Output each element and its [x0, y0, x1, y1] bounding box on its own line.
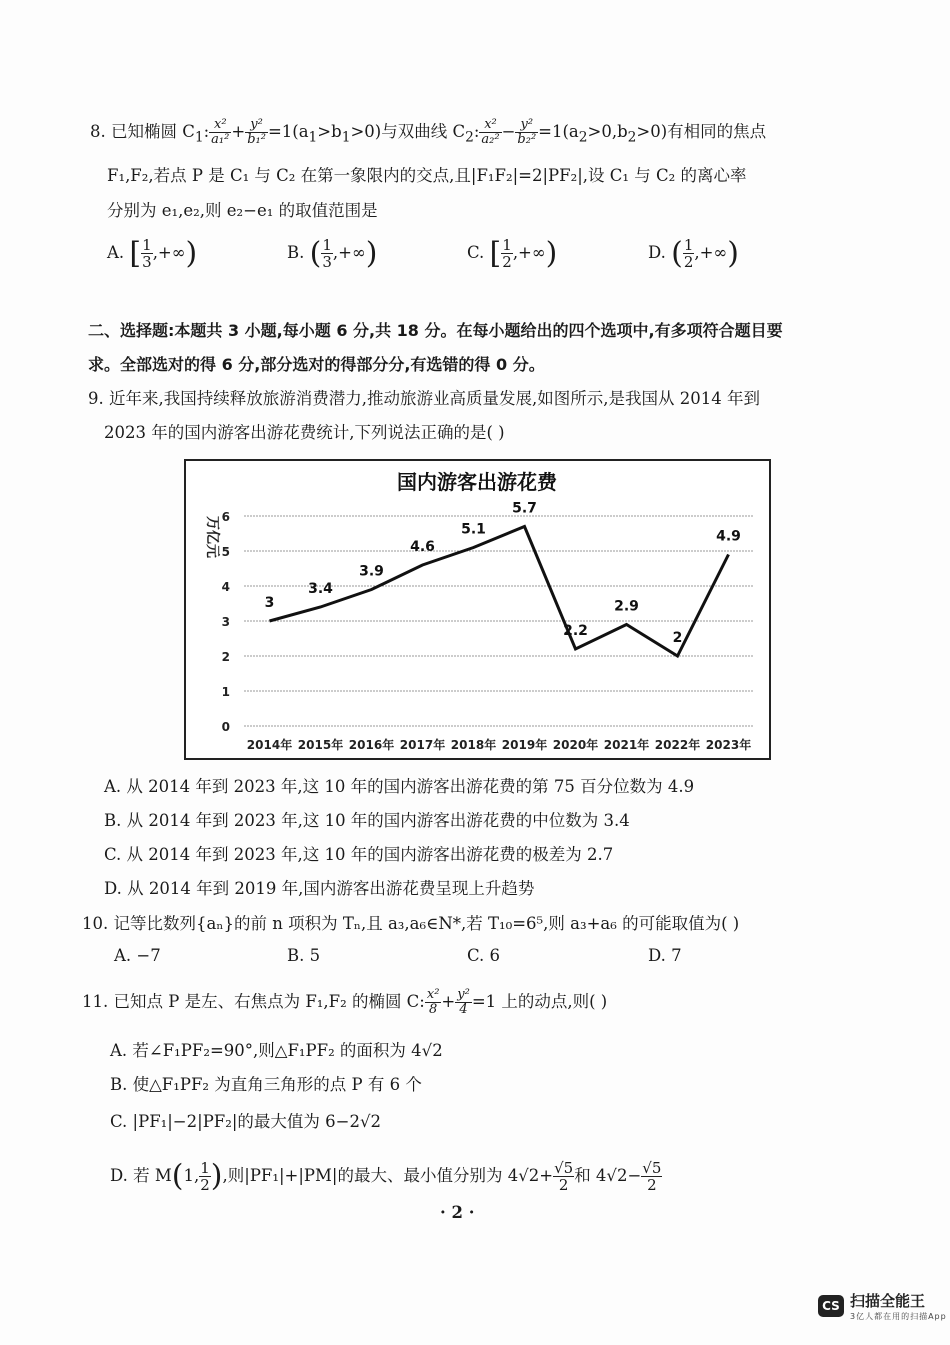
data-label: 3: [264, 595, 275, 611]
data-label: 5.1: [461, 521, 486, 538]
q10-option-a: A. −7: [114, 946, 161, 965]
option-label: C.: [467, 243, 485, 262]
q10-option-d: D. 7: [648, 946, 682, 965]
fraction: $\frac{\text{x²}}{\text{a₁²}}$: [211, 117, 230, 147]
den: 2: [200, 1176, 210, 1194]
fraction: [553, 1160, 574, 1193]
q8-text: =1(a: [538, 122, 579, 141]
fraction: [641, 1160, 662, 1193]
y-axis-label: 万亿元: [204, 516, 220, 558]
data-label: 4.9: [716, 528, 741, 545]
fraction: $\frac{\text{y²}}{\text{b₂²}}$: [517, 117, 537, 147]
q11-option-d: [110, 1160, 662, 1193]
q11-text: 1,: [183, 1166, 200, 1185]
den: 8: [429, 1002, 438, 1017]
page-number: · 2 ·: [440, 1203, 475, 1222]
x-tick-label: 2022年: [654, 738, 701, 752]
option-label: A.: [107, 243, 125, 262]
y-tick-label: 4: [221, 580, 230, 594]
section2-line2: 求。全部选对的得 6 分,部分选对的得部分分,有选错的得 0 分。: [88, 355, 545, 374]
bracket: ): [365, 236, 378, 271]
q9-line1: 9. 近年来,我国持续释放旅游消费潜力,推动旅游业高质量发展,如图所示,是我国从 2014 年到: [88, 389, 760, 408]
plus: +: [441, 992, 456, 1011]
q9-option-b: B. 从 2014 年到 2023 年,这 10 年的国内游客出游花费的中位数为 3.4: [104, 811, 630, 830]
line-chart: [186, 461, 769, 758]
q11-text: D. 若 M: [110, 1166, 172, 1185]
q8-line1: 8. 已知椭圆 $C_1$: $\frac{\text{x²}}{\text{a₁²}}$ + $\frac{\text{y²}}{\text{b₁²}}$ $=1(a_1>b_1>0)$与双曲线 $C_2$: $\frac{\text{x²}}{\text{a₂²}}$ − $\frac{\text{y²}}{\text{b₂²}}$ $=1(a_2>0,b_2>0)$有相同的焦点: [90, 117, 767, 147]
fraction: [321, 237, 333, 270]
y-tick-label: 3: [221, 615, 230, 629]
y-tick-label: 6: [221, 510, 230, 524]
num: 1: [200, 1159, 210, 1177]
q8-option-c: [467, 236, 557, 271]
watermark-subtitle: 3亿人都在用的扫描App: [850, 1312, 947, 1321]
x-tick-label: 2023年: [705, 738, 752, 752]
bracket: ): [210, 1158, 223, 1194]
q9-option-a: A. 从 2014 年到 2023 年,这 10 年的国内游客出游花费的第 75 百分位数为 4.9: [104, 777, 695, 796]
den: 2: [683, 253, 694, 271]
fraction: [141, 237, 153, 270]
fraction: [199, 1160, 211, 1193]
q8-line3: 分别为 e₁,e₂,则 e₂−e₁ 的取值范围是: [107, 201, 378, 220]
x-tick-label: 2017年: [399, 738, 446, 752]
y-tick-label: 2: [221, 650, 230, 664]
bracket: (: [171, 1158, 184, 1194]
q8-text: >b: [317, 122, 342, 141]
q11-option-c: C. |PF₁|−2|PF₂|的最大值为 6−2√2: [110, 1112, 381, 1131]
num: 1: [683, 236, 694, 254]
watermark-title: 扫描全能王: [850, 1292, 926, 1310]
chart-title: 国内游客出游花费: [397, 470, 557, 494]
q11-option-a: A. 若∠F₁PF₂=90°,则△F₁PF₂ 的面积为 4√2: [110, 1041, 443, 1060]
fraction: [683, 237, 695, 270]
num: 1: [322, 236, 332, 254]
q11-text: ,则|PF₁|+|PM|的最大、最小值分别为 4√2+: [222, 1166, 554, 1185]
bracket: (: [671, 236, 683, 271]
q8-text: 8. 已知椭圆 C: [90, 122, 195, 141]
data-label: 3.4: [308, 581, 333, 597]
fraction: [425, 988, 442, 1017]
fraction: [455, 988, 472, 1017]
x-tick-label: 2020年: [552, 738, 599, 752]
q11-option-b: B. 使△F₁PF₂ 为直角三角形的点 P 有 6 个: [110, 1075, 422, 1094]
data-label: 2.2: [563, 623, 588, 639]
den: 4: [459, 1002, 468, 1017]
y-tick-label: 1: [221, 685, 230, 699]
bracket: ): [727, 236, 739, 271]
x-tick-label: 2021年: [603, 738, 650, 752]
q10-line: 10. 记等比数列{aₙ}的前 n 项积为 Tₙ,且 a₃,a₆∈N*,若 T₁₀=6⁵,则 a₃+a₆ 的可能取值为( ): [82, 914, 740, 933]
option-label: B.: [287, 243, 305, 262]
option-label: D.: [648, 243, 666, 262]
q10-option-c: C. 6: [467, 946, 501, 965]
option-rest: ,+∞: [332, 243, 366, 262]
q9-line2: 2023 年的国内游客出游花费统计,下列说法正确的是( ): [104, 423, 505, 442]
den: 2: [647, 1176, 657, 1194]
cs-logo-icon: CS: [818, 1295, 844, 1317]
q9-option-d: D. 从 2014 年到 2019 年,国内游客出游花费呈现上升趋势: [104, 879, 535, 898]
fraction: $\frac{\text{y²}}{\text{b₁²}}$: [247, 117, 266, 147]
scanner-watermark: [818, 1290, 947, 1322]
option-rest: ,+∞: [152, 243, 186, 262]
den: 3: [322, 253, 332, 271]
bracket: ): [545, 236, 558, 271]
data-label: 3.9: [359, 563, 384, 580]
q8-option-a: [107, 236, 197, 271]
q8-line2: F₁,F₂,若点 P 是 C₁ 与 C₂ 在第一象限内的交点,且|F₁F₂|=2|PF₂|,设 C₁ 与 C₂ 的离心率: [107, 166, 747, 185]
den: 3: [142, 253, 152, 271]
num: √5: [554, 1159, 574, 1177]
option-rest: ,+∞: [694, 243, 728, 262]
x-tick-label: 2016年: [348, 738, 395, 752]
q11-text: =1 上的动点,则( ): [471, 992, 608, 1011]
q10-option-b: B. 5: [287, 946, 321, 965]
q8-option-d: [648, 236, 739, 271]
bracket: ): [185, 236, 198, 271]
q8-text: =1(a: [267, 122, 309, 141]
q8-text: >0)与双曲线 C: [350, 122, 466, 141]
y-tick-label: 5: [221, 545, 230, 559]
num: 1: [142, 236, 152, 254]
q8-text: >0,b: [587, 122, 628, 141]
q11-text: 和 4√2−: [574, 1166, 642, 1185]
fraction: $\frac{\text{x²}}{\text{a₂²}}$: [481, 117, 500, 147]
q8-option-b: [287, 236, 377, 271]
num: 1: [502, 236, 512, 254]
chart-container: [184, 459, 771, 760]
den: 2: [502, 253, 512, 271]
q11-text: 11. 已知点 P 是左、右焦点为 F₁,F₂ 的椭圆 C:: [82, 992, 425, 1011]
bracket: [: [489, 236, 502, 271]
x-tick-label: 2015年: [297, 738, 344, 752]
bracket: (: [309, 236, 322, 271]
series-line: [270, 527, 729, 657]
data-label: 5.7: [512, 500, 537, 517]
x-tick-label: 2018年: [450, 738, 497, 752]
q9-option-c: C. 从 2014 年到 2023 年,这 10 年的国内游客出游花费的极差为 2.7: [104, 845, 614, 864]
q8-text: >0)有相同的焦点: [636, 122, 767, 141]
data-label: 2.9: [614, 598, 639, 615]
den: 2: [558, 1176, 569, 1194]
num: x²: [426, 987, 440, 1002]
data-label: 4.6: [410, 539, 435, 555]
bracket: [: [129, 236, 142, 271]
num: y²: [457, 987, 470, 1002]
section2-line1: 二、选择题:本题共 3 小题,每小题 6 分,共 18 分。在每小题给出的四个选项中,有多项符合题目要: [88, 321, 783, 340]
option-rest: ,+∞: [512, 243, 546, 262]
q11-line: [82, 988, 607, 1017]
x-tick-label: 2019年: [501, 738, 548, 752]
y-tick-label: 0: [221, 720, 230, 734]
num: √5: [642, 1159, 662, 1177]
x-tick-label: 2014年: [246, 738, 293, 752]
fraction: [501, 237, 513, 270]
data-label: 2: [672, 630, 683, 646]
